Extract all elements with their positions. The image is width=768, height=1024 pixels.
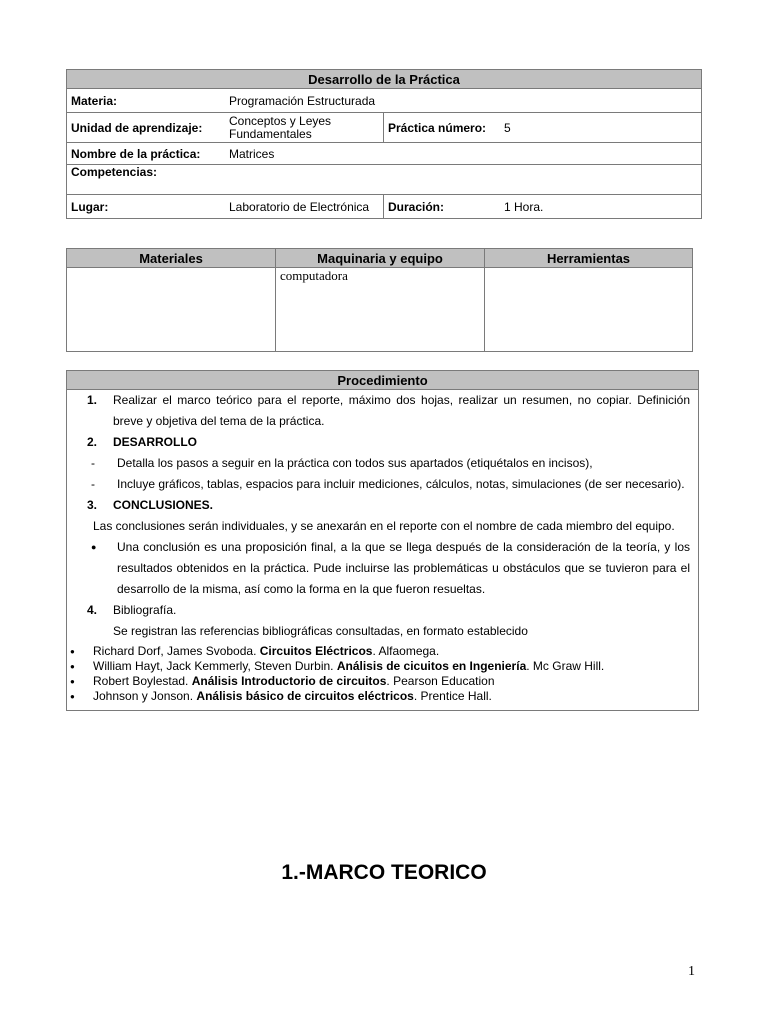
- bib-title: Circuitos Eléctricos: [259, 644, 373, 658]
- bibliography-item: [67, 674, 694, 689]
- step-3: [67, 495, 694, 516]
- bib-author: Robert Boylestad.: [93, 674, 192, 688]
- step-2-title: DESARROLLO: [113, 435, 197, 449]
- step-1-text: Realizar el marco teórico para el reporte, máximo dos hojas, realizar un resumen, no copiar. Definición breve y objetiva del tema de la práctica.: [113, 393, 690, 428]
- practica-value: 5: [500, 113, 702, 143]
- bib-author: Johnson y Jonson.: [93, 689, 197, 703]
- step-3-title: CONCLUSIONES.: [113, 498, 214, 512]
- competencias-label: Competencias:: [67, 165, 702, 195]
- bib-title: Análisis Introductorio de circuitos: [191, 674, 387, 688]
- procedure-header: Procedimiento: [67, 371, 699, 390]
- step-3-paragraph: Las conclusiones serán individuales, y se anexarán en el reporte con el nombre de cada miembro del equipo.: [93, 519, 675, 533]
- step-2: [67, 432, 694, 453]
- maquinaria-cell: computadora: [276, 268, 485, 352]
- bib-publisher: . Prentice Hall.: [413, 689, 492, 703]
- bib-title: Análisis de cicuitos en Ingeniería: [336, 659, 527, 673]
- practica-label: Práctica número:: [384, 113, 501, 143]
- practice-info-header: Desarrollo de la Práctica: [67, 70, 702, 89]
- procedure-body: [67, 390, 699, 711]
- bib-title: Análisis básico de circuitos eléctricos: [196, 689, 414, 703]
- materiales-cell: [67, 268, 276, 352]
- step-3-bullet-text: Una conclusión es una proposición final, a la que se llega después de la consideración de la teoría, y los resultados obtenidos en la práctica. Pude incluirse las problemáticas u obstáculos que se tuvieron para el desarrollo de la misma, así como la forma en la que fueron resueltas.: [117, 540, 690, 596]
- maquinaria-header: Maquinaria y equipo: [276, 249, 485, 268]
- unidad-label: Unidad de aprendizaje:: [67, 113, 226, 143]
- procedure-table: [66, 370, 699, 711]
- step-4: [67, 600, 694, 621]
- materiales-header: Materiales: [67, 249, 276, 268]
- step-2-item-1: [67, 453, 694, 474]
- step-2-number: 2.: [87, 435, 98, 449]
- step-4-text: [67, 621, 694, 642]
- step-2-item-2: [67, 474, 694, 495]
- step-2-item-2-text: Incluye gráficos, tablas, espacios para incluir mediciones, cálculos, notas, simulaciones (de ser necesario).: [117, 477, 685, 491]
- bullet-icon: ●: [70, 647, 75, 656]
- step-4-number: 4.: [87, 603, 98, 617]
- step-1: [67, 390, 694, 432]
- step-3-number: 3.: [87, 498, 98, 512]
- page-number: 1: [688, 964, 695, 979]
- bib-publisher: . Mc Graw Hill.: [526, 659, 605, 673]
- step-1-number: 1.: [87, 393, 98, 407]
- bib-publisher: . Pearson Education: [386, 674, 495, 688]
- unidad-value: Conceptos y Leyes Fundamentales: [225, 113, 384, 143]
- nombre-label: Nombre de la práctica:: [67, 143, 226, 165]
- nombre-value: Matrices: [225, 143, 702, 165]
- bullet-icon: ●: [70, 662, 75, 671]
- lugar-label: Lugar:: [67, 195, 226, 219]
- herramientas-header: Herramientas: [485, 249, 693, 268]
- bullet-icon: ●: [70, 692, 75, 701]
- bibliography-item: [67, 644, 694, 659]
- bullet-icon: ●: [91, 542, 97, 552]
- step-3-text: [67, 516, 694, 537]
- bib-publisher: . Alfaomega.: [372, 644, 440, 658]
- materials-table: [66, 248, 693, 352]
- materia-value: Programación Estructurada: [225, 89, 702, 113]
- step-3-bullet: [67, 537, 694, 600]
- practice-info-table: [66, 69, 702, 219]
- dash-marker: -: [91, 456, 95, 470]
- lugar-value: Laboratorio de Electrónica: [225, 195, 384, 219]
- duracion-label: Duración:: [384, 195, 501, 219]
- step-4-paragraph: Se registran las referencias bibliográficas consultadas, en formato establecido: [113, 624, 528, 638]
- section-title: 1.-MARCO TEORICO: [281, 861, 487, 884]
- bibliography-item: [67, 659, 694, 674]
- herramientas-cell: [485, 268, 693, 352]
- step-2-item-1-text: Detalla los pasos a seguir en la práctica con todos sus apartados (etiquétalos en incisos),: [117, 456, 593, 470]
- bibliography-item: [67, 689, 694, 704]
- materia-label: Materia:: [67, 89, 226, 113]
- bullet-icon: ●: [70, 677, 75, 686]
- duracion-value: 1 Hora.: [500, 195, 702, 219]
- bib-author: Richard Dorf, James Svoboda.: [93, 644, 260, 658]
- bib-author: William Hayt, Jack Kemmerly, Steven Durbin.: [93, 659, 337, 673]
- step-4-title: Bibliografía.: [113, 603, 177, 617]
- dash-marker: -: [91, 477, 95, 491]
